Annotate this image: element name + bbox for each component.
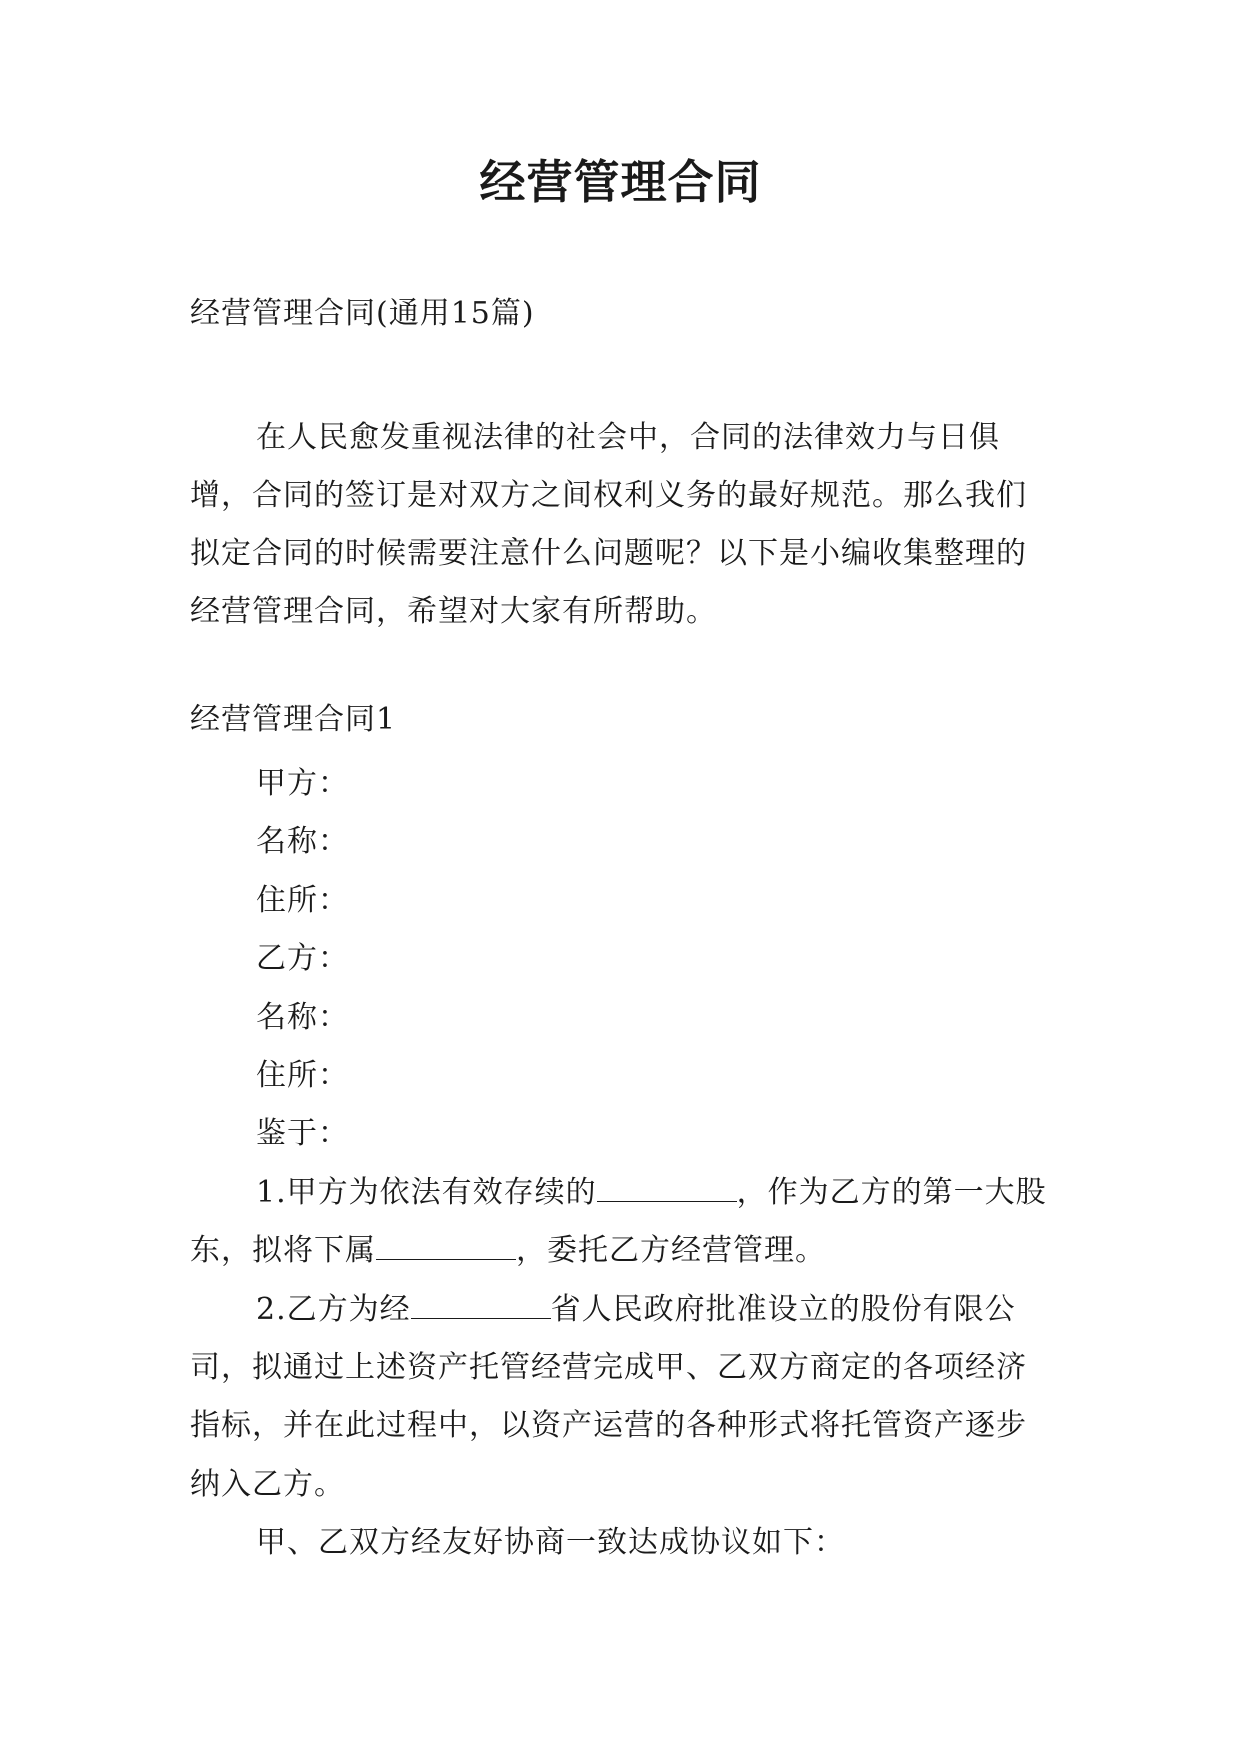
whereas-label: 鉴于：: [256, 1116, 349, 1152]
party-a-name-label: 名称：: [256, 824, 349, 860]
section-heading: 经营管理合同1: [190, 702, 397, 737]
document-subtitle: 经营管理合同(通用15篇): [190, 296, 535, 331]
fill-blank: [597, 1200, 737, 1202]
clause-1: [190, 1164, 1056, 1281]
agreement-line: 甲、乙双方经友好协商一致达成协议如下：: [256, 1525, 845, 1561]
contract-body: [190, 755, 1056, 1573]
clause-2-text-b: 省人民政府批准设立的股份有限公司，拟通过上述资产托管经营完成甲、乙双方商定的各项经济指标，并在此过程中，以资产运营的各种形式将托管资产逐步纳入乙方。: [190, 1291, 1027, 1502]
clause-2: [190, 1281, 1056, 1515]
party-b-name-label: 名称：: [256, 999, 349, 1035]
clause-2-text-a: 2.乙方为经: [256, 1291, 411, 1327]
party-b-address-label: 住所：: [256, 1058, 349, 1094]
document-title: 经营管理合同: [479, 155, 762, 209]
fill-blank: [411, 1317, 551, 1319]
party-a-address-label: 住所：: [256, 882, 349, 918]
party-a-label: 甲方：: [256, 766, 349, 801]
clause-1-text-a: 1.甲方为依法有效存续的: [256, 1174, 597, 1210]
clause-1-text-c: ，委托乙方经营管理。: [516, 1233, 826, 1269]
intro-paragraph: 在人民愈发重视法律的社会中，合同的法律效力与日俱增，合同的签订是对双方之间权利义务的最好规范。那么我们拟定合同的时候需要注意什么问题呢？以下是小编收集整理的经营管理合同，希望对大家有所帮助。: [190, 420, 1027, 629]
party-b-label: 乙方：: [256, 941, 349, 977]
fill-blank: [376, 1258, 516, 1260]
clause-1-text-b: ，作为乙方的第一大股东，拟将下属: [190, 1174, 1047, 1269]
